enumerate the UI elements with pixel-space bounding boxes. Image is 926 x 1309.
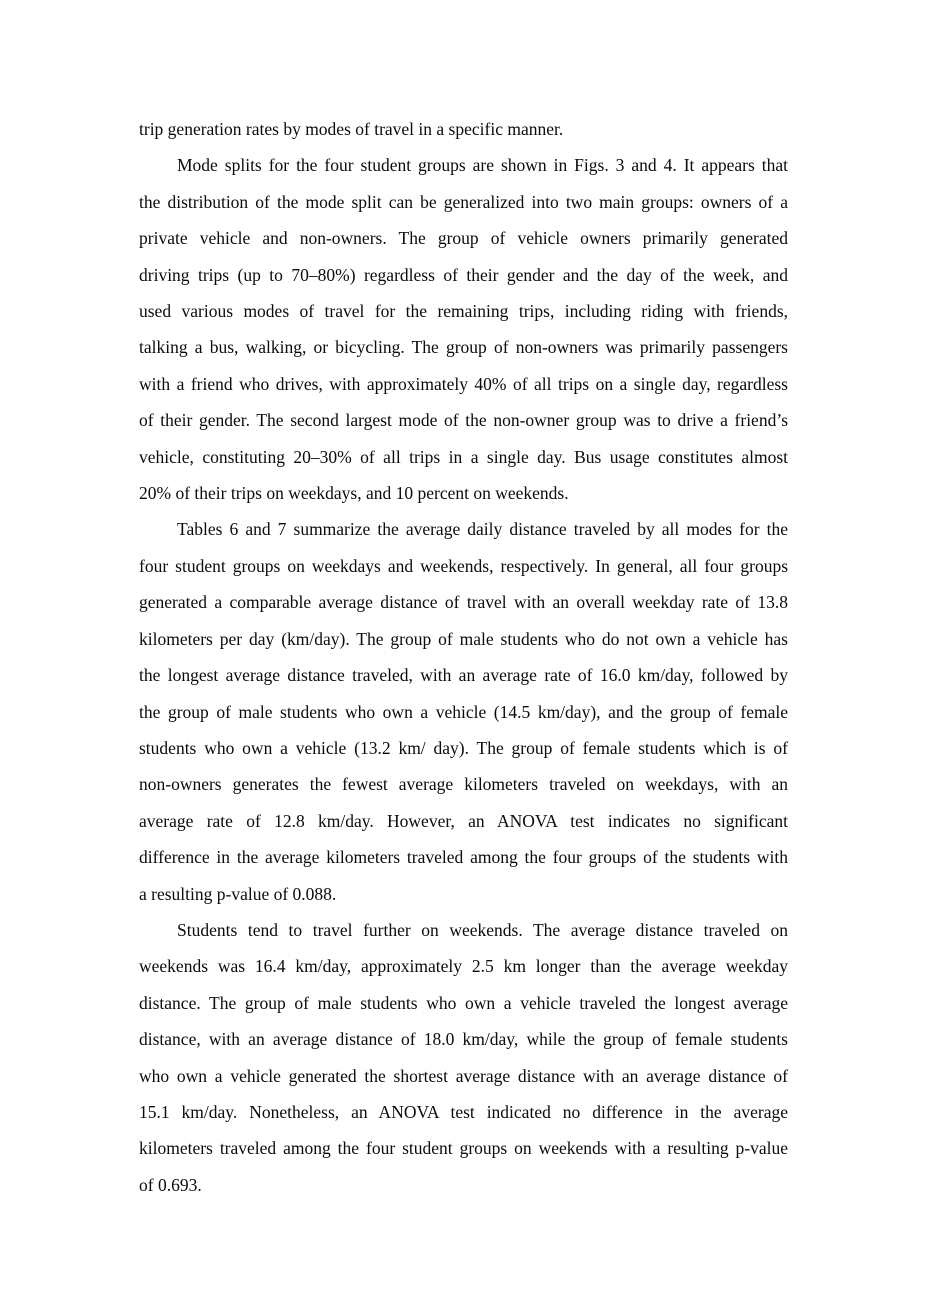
text-line: with a friend who drives, with approximately 40% of all trips on a single day, regardless [139, 373, 788, 394]
text-line: generated a comparable average distance of travel with an overall weekday rate of 13.8 [139, 592, 788, 613]
text-line: the distribution of the mode split can be generalized into two main groups: owners of a [139, 191, 788, 212]
text-line: the group of male students who own a vehicle (14.5 km/day), and the group of female [139, 701, 788, 722]
paragraph [139, 511, 788, 911]
text-line: 15.1 km/day. Nonetheless, an ANOVA test indicated no difference in the average [139, 1101, 788, 1122]
text-line: driving trips (up to 70–80%) regardless of their gender and the day of the week, and [139, 264, 788, 285]
text-line: four student groups on weekdays and weekends, respectively. In general, all four groups [139, 555, 788, 576]
text-line: non-owners generates the fewest average kilometers traveled on weekdays, with an [139, 774, 788, 795]
text-line: distance. The group of male students who own a vehicle traveled the longest average [139, 992, 788, 1013]
text-line: trip generation rates by modes of travel in a specific manner. [139, 119, 564, 139]
text-line: talking a bus, walking, or bicycling. The group of non-owners was primarily passengers [139, 337, 788, 358]
text-line: Students tend to travel further on weekends. The average distance traveled on [177, 919, 788, 940]
text-line: who own a vehicle generated the shortest average distance with an average distance of [139, 1065, 788, 1086]
text-line: difference in the average kilometers traveled among the four groups of the students with [139, 847, 788, 868]
text-line: of their gender. The second largest mode of the non-owner group was to drive a friend’s [139, 410, 788, 431]
text-line: 20% of their trips on weekdays, and 10 percent on weekends. [139, 483, 569, 504]
paragraph [139, 147, 788, 511]
text-line: distance, with an average distance of 18.0 km/day, while the group of female students [139, 1029, 788, 1050]
text-line: vehicle, constituting 20–30% of all trips in a single day. Bus usage constitutes almost [139, 446, 788, 467]
text-line: used various modes of travel for the remaining trips, including riding with friends, [139, 301, 788, 322]
text-line: private vehicle and non-owners. The group of vehicle owners primarily generated [139, 228, 788, 249]
text-line: weekends was 16.4 km/day, approximately 2.5 km longer than the average weekday [139, 956, 788, 977]
paragraph [139, 912, 788, 1203]
text-line: students who own a vehicle (13.2 km/ day). The group of female students which is of [139, 737, 788, 758]
text-line: a resulting p-value of 0.088. [139, 883, 337, 904]
text-line: kilometers traveled among the four student groups on weekends with a resulting p-value [139, 1138, 788, 1159]
paragraph [139, 111, 788, 147]
text-line: of 0.693. [139, 1174, 202, 1195]
text-line: Tables 6 and 7 summarize the average daily distance traveled by all modes for the [177, 519, 788, 540]
text-line: the longest average distance traveled, with an average rate of 16.0 km/day, followed by [139, 665, 788, 686]
text-line: average rate of 12.8 km/day. However, an ANOVA test indicates no significant [139, 810, 788, 831]
body-text [139, 111, 788, 1203]
text-line: kilometers per day (km/day). The group of male students who do not own a vehicle has [139, 628, 788, 649]
text-line: Mode splits for the four student groups are shown in Figs. 3 and 4. It appears that [177, 155, 788, 176]
